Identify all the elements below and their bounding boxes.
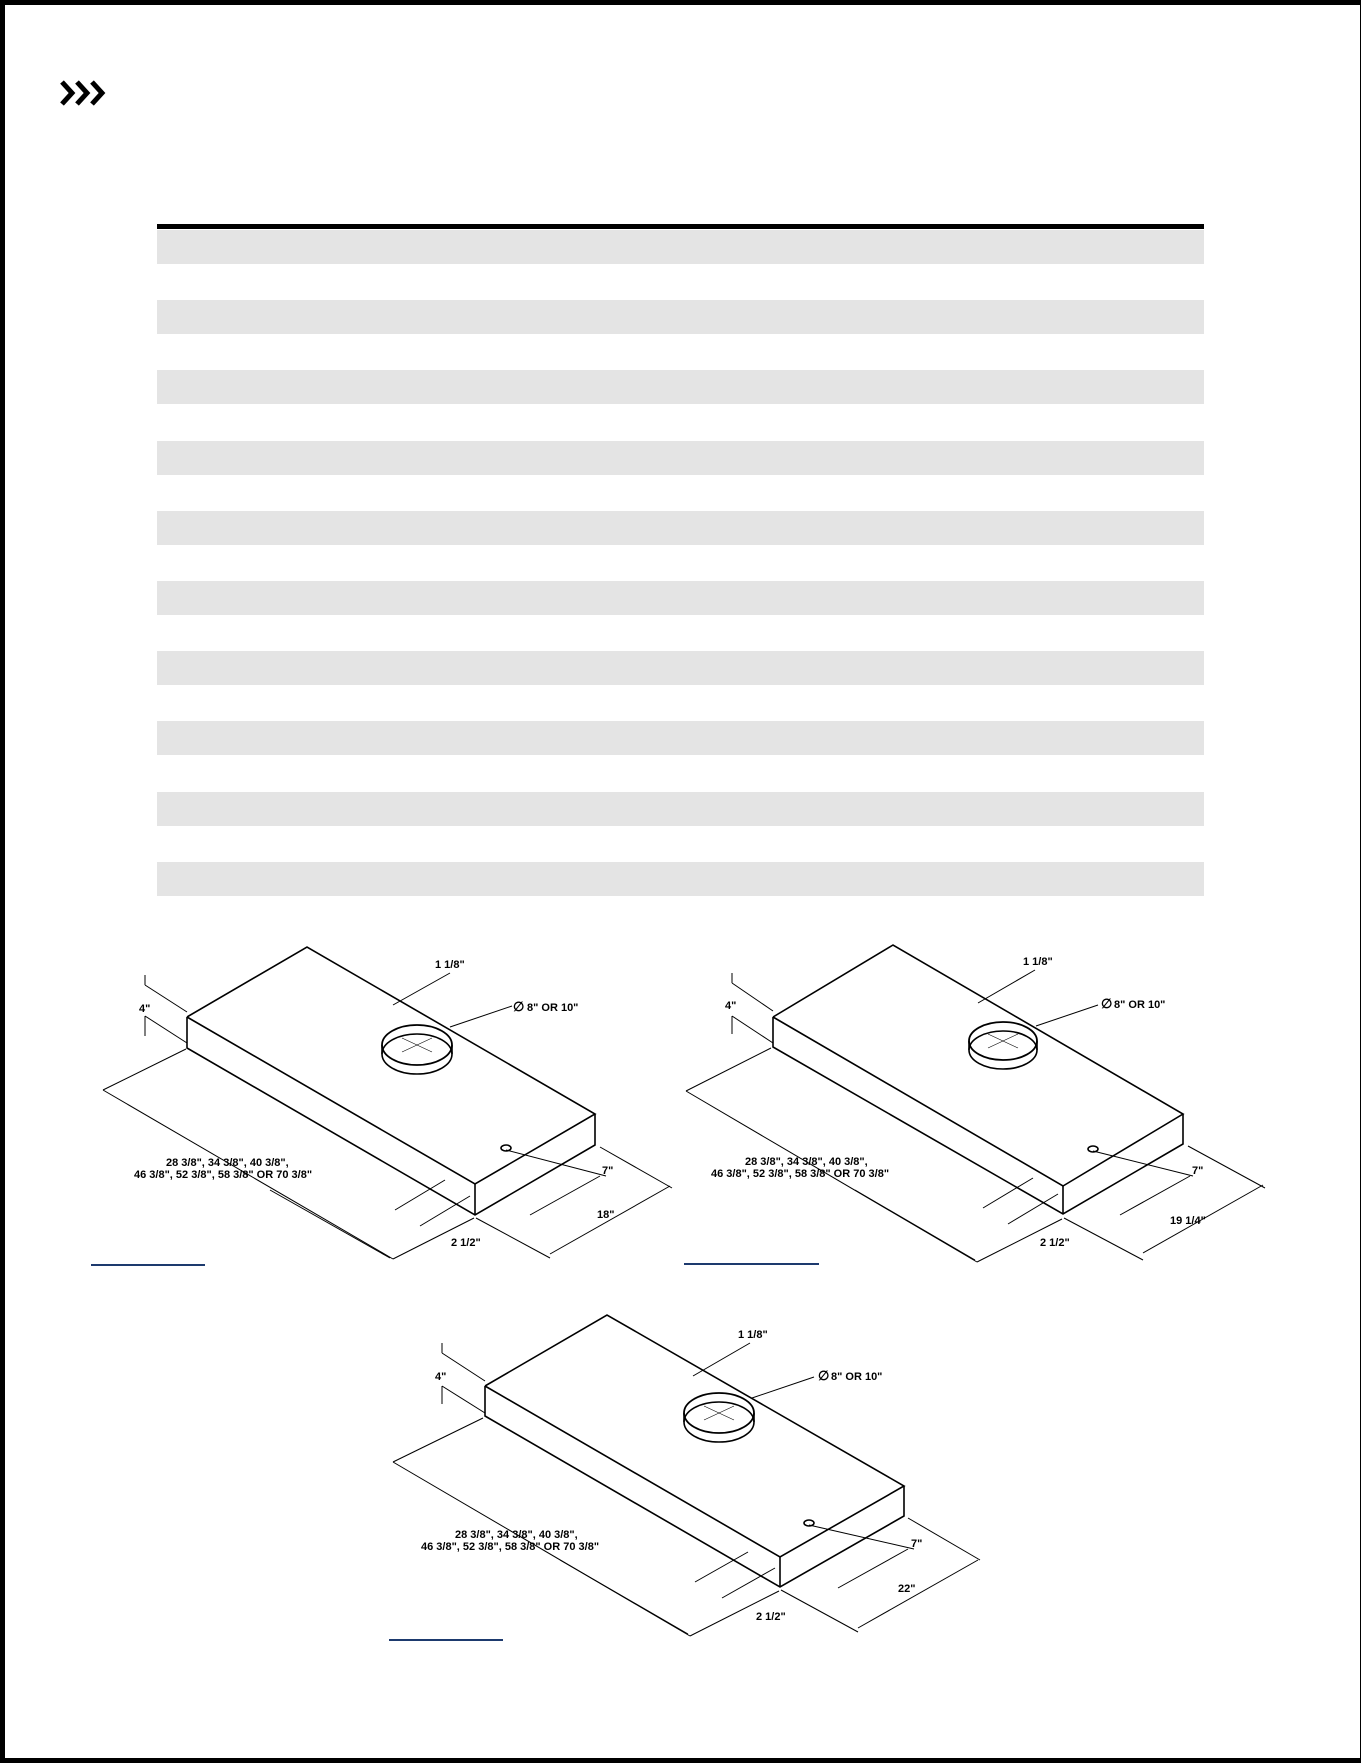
dim-length-line2-1: 46 3/8", 52 3/8", 58 3/8" OR 70 3/8" [134,1169,313,1181]
dim-duct-3: 8" OR 10" [831,1371,883,1383]
hood-drawing-18-labels [134,959,614,1249]
dim-front-2: 2 1/2" [1040,1237,1070,1249]
hood-drawing-19-1-4-labels [711,956,1206,1249]
dim-side-3: 7" [911,1538,923,1550]
dim-side-2: 7" [1192,1165,1204,1177]
dim-length-line2-2: 46 3/8", 52 3/8", 58 3/8" OR 70 3/8" [711,1168,890,1180]
dim-front-3: 2 1/2" [756,1611,786,1623]
dim-duct-2: 8" OR 10" [1114,999,1166,1011]
dim-top-offset-1: 1 1/8" [435,959,465,971]
dim-top-offset-2: 1 1/8" [1023,956,1053,968]
dim-height-2: 4" [725,1000,737,1012]
dim-height-1: 4" [139,1003,151,1015]
dim-top-offset-3: 1 1/8" [738,1329,768,1341]
dim-depth-1: 18" [597,1209,615,1221]
hood-drawing-22-labels [421,1329,922,1623]
dim-length-line1-2: 28 3/8", 34 3/8", 40 3/8", [745,1156,868,1168]
dim-front-1: 2 1/2" [451,1237,481,1249]
dim-depth-3: 22" [898,1583,916,1595]
dim-length-line1-3: 28 3/8", 34 3/8", 40 3/8", [455,1529,578,1541]
hood-drawing-22 [393,1315,980,1636]
dim-length-line2-3: 46 3/8", 52 3/8", 58 3/8" OR 70 3/8" [421,1541,600,1553]
duct-diameter-symbol-3: ∅ [818,1368,830,1383]
duct-diameter-symbol-1: ∅ [513,999,525,1014]
dim-duct-1: 8" OR 10" [527,1002,579,1014]
hood-drawing-18 [103,947,672,1259]
dim-length-line1-1: 28 3/8", 34 3/8", 40 3/8", [166,1157,289,1169]
dim-depth-2: 19 1/4" [1170,1215,1206,1227]
dim-side-1: 7" [602,1165,614,1177]
dim-height-3: 4" [435,1371,447,1383]
duct-diameter-symbol-2: ∅ [1101,996,1113,1011]
